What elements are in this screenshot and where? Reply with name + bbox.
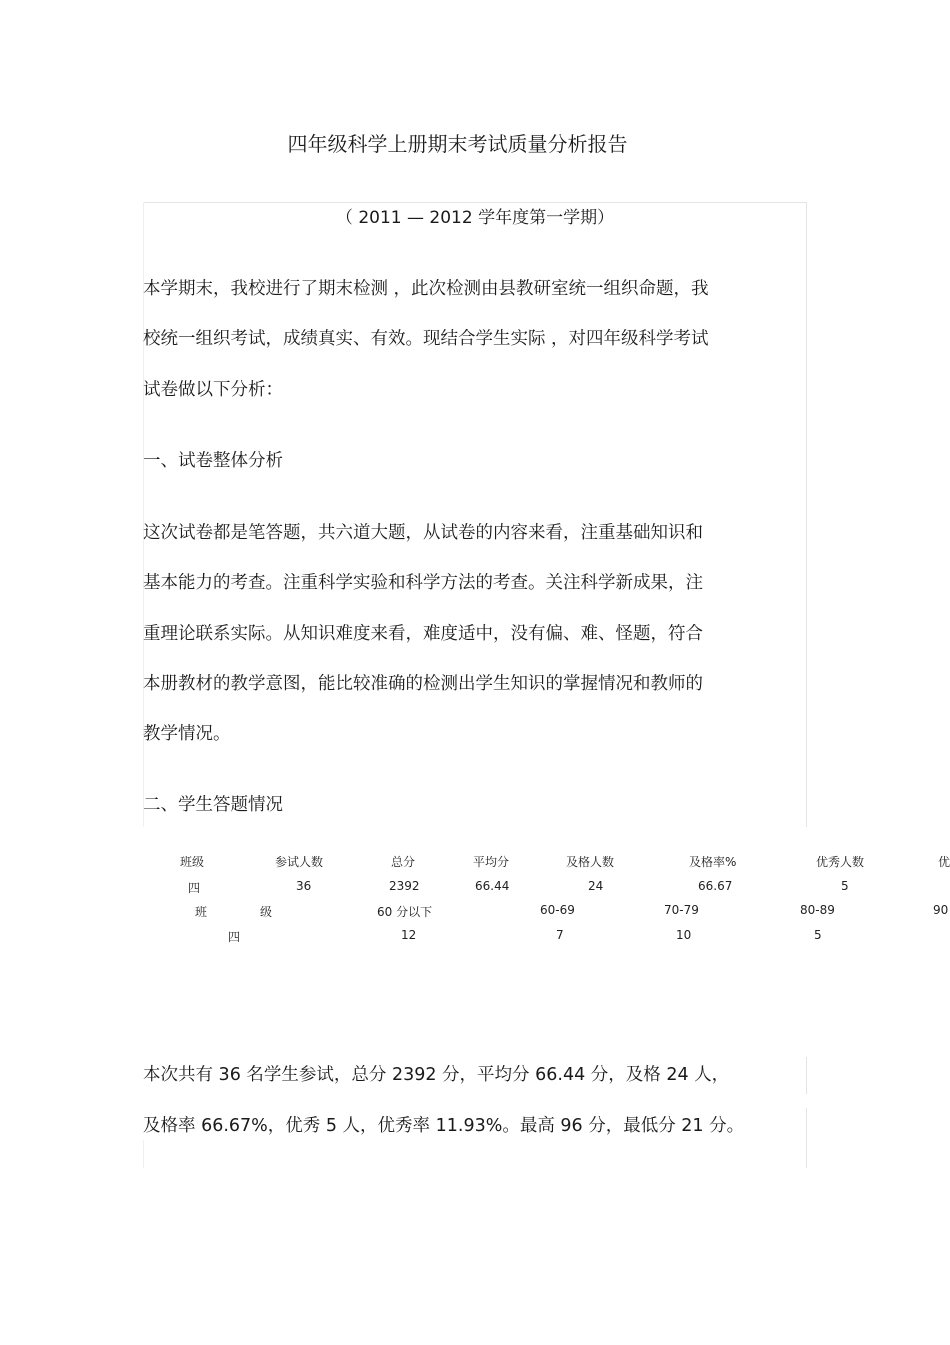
summary-line: 本次共有 36 名学生参试，总分 2392 分，平均分 66.44 分，及格 24 人，: [143, 1065, 730, 1085]
table-header-cell: 班级: [180, 855, 205, 869]
table-header-cell: 90: [933, 903, 949, 917]
frame-right-rule: [806, 1108, 807, 1168]
table-cell: 66.67: [698, 879, 733, 893]
table-header-cell: 及格人数: [566, 855, 615, 869]
section-heading: 一、试卷整体分析: [143, 451, 283, 471]
section1-line: 重理论联系实际。从知识难度来看，难度适中，没有偏、难、怪题，符合: [143, 624, 703, 644]
section-heading: 二、学生答题情况: [143, 795, 283, 815]
table-cell: 66.44: [475, 879, 510, 893]
table-header-cell: 60 分以下: [377, 905, 433, 919]
table-header-cell: 参试人数: [275, 855, 324, 869]
table-header-cell: 级: [260, 905, 273, 919]
section1-line: 这次试卷都是笔答题，共六道大题，从试卷的内容来看，注重基础知识和: [143, 523, 703, 543]
frame-left-rule: [143, 1140, 144, 1168]
section1-line: 本册教材的教学意图，能比较准确的检测出学生知识的掌握情况和教师的: [143, 674, 703, 694]
table-cell: 7: [556, 928, 564, 942]
intro-line: 校统一组织考试，成绩真实、有效。现结合学生实际 ，对四年级科学考试: [143, 329, 709, 349]
intro-line: 本学期末，我校进行了期末检测 ，此次检测由县教研室统一组织命题，我: [143, 279, 709, 299]
table-cell: 12: [401, 928, 417, 942]
table-header-cell: 优秀人数: [816, 855, 865, 869]
table-cell: 24: [588, 879, 604, 893]
table-header-cell: 班: [195, 905, 208, 919]
document-title: 四年级科学上册期末考试质量分析报告: [287, 132, 628, 156]
intro-line: 试卷做以下分析：: [143, 380, 283, 400]
section1-line: 基本能力的考查。注重科学实验和科学方法的考查。关注科学新成果，注: [143, 573, 703, 593]
section1-line: 教学情况。: [143, 724, 231, 744]
table-header-cell: 平均分: [473, 855, 510, 869]
frame-right-rule: [806, 202, 807, 827]
table-cell: 5: [841, 879, 849, 893]
table-cell: 10: [676, 928, 692, 942]
summary-line: 及格率 66.67%，优秀 5 人，优秀率 11.93%。最高 96 分，最低分 21 分。: [143, 1116, 745, 1136]
table-header-cell: 70-79: [664, 903, 699, 917]
table-header-cell: 60-69: [540, 903, 575, 917]
table-cell: 2392: [389, 879, 420, 893]
document-subtitle: （ 2011 — 2012 学年度第一学期）: [335, 208, 615, 228]
table-header-cell: 80-89: [800, 903, 835, 917]
table-header-cell: 总分: [391, 855, 416, 869]
table-cell: 四: [228, 930, 241, 944]
table-header-cell: 优: [938, 855, 950, 869]
table-cell: 5: [814, 928, 822, 942]
table-cell: 36: [296, 879, 312, 893]
table-header-cell: 及格率%: [689, 855, 737, 869]
frame-right-rule: [806, 1057, 807, 1094]
table-cell: 四: [188, 881, 201, 895]
